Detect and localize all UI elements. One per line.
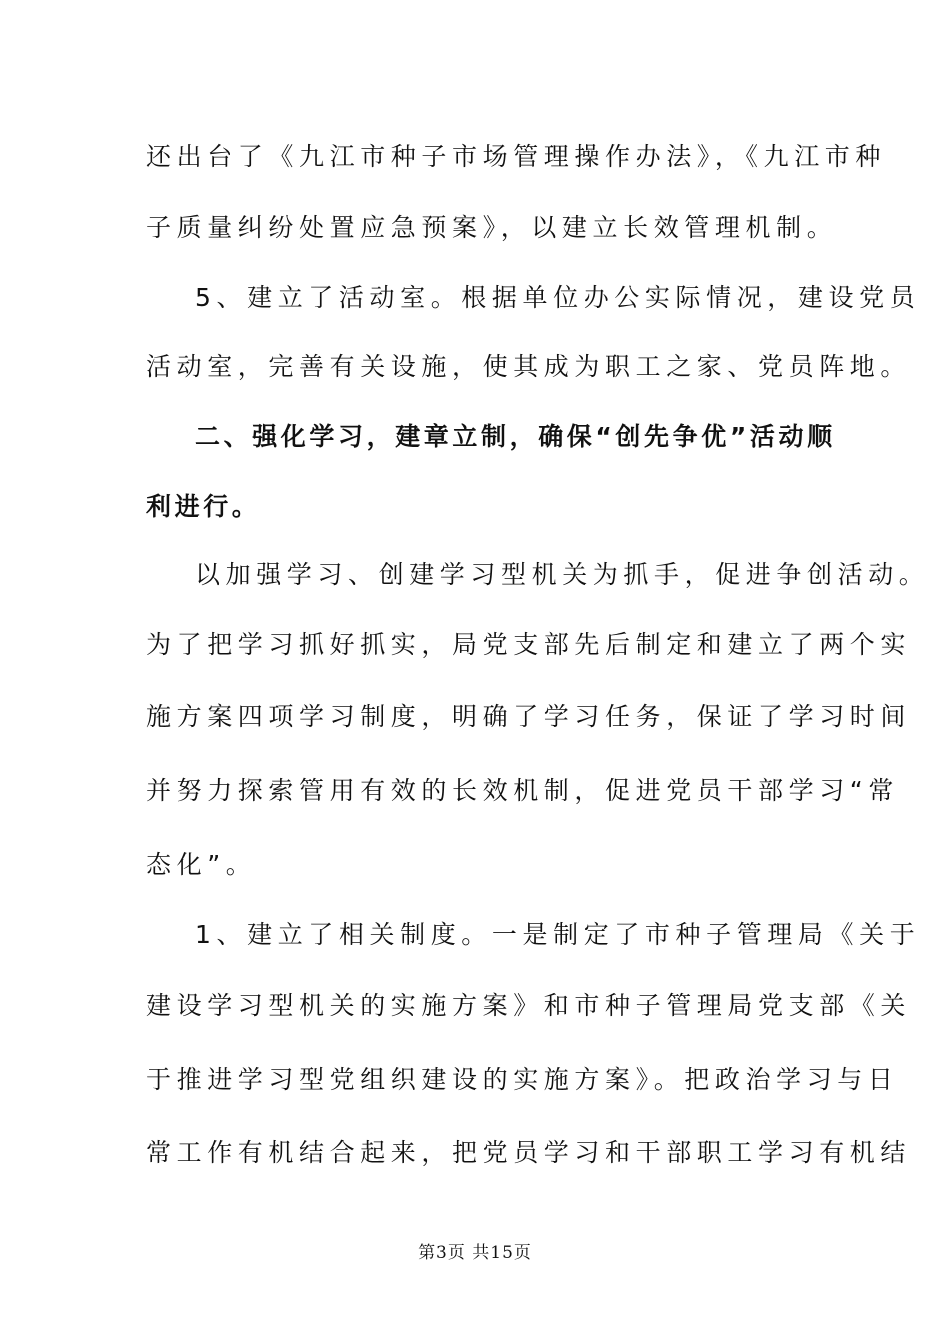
section-heading-line: 利进行。 [146,492,261,521]
text-line: 5、建立了活动室。根据单位办公实际情况，建设党员 [195,283,921,312]
section-heading-line: 二、强化学习，建章立制，确保“创先争优”活动顺 [195,422,836,451]
text-line: 子质量纠纷处置应急预案》，以建立长效管理机制。 [146,213,838,242]
text-line: 建设学习型机关的实施方案》和市种子管理局党支部《关 [146,991,912,1020]
text-line: 以加强学习、创建学习型机关为抓手，促进争创活动。 [195,560,930,589]
text-line: 还出台了《九江市种子市场管理操作办法》，《九江市种 [146,142,887,171]
page-number-footer: 第3页 共15页 [418,1243,532,1263]
text-line: 于推进学习型党组织建设的实施方案》。把政治学习与日 [146,1065,899,1094]
text-line: 常工作有机结合起来，把党员学习和干部职工学习有机结 [146,1138,912,1167]
text-line: 并努力探索管用有效的长效机制，促进党员干部学习“常 [146,776,899,805]
text-line: 为了把学习抓好抓实，局党支部先后制定和建立了两个实 [146,630,912,659]
text-line: 1、建立了相关制度。一是制定了市种子管理局《关于 [195,920,921,949]
text-line: 施方案四项学习制度，明确了学习任务，保证了学习时间 [146,702,912,731]
text-line: 态化”。 [146,850,257,879]
text-line: 活动室，完善有关设施，使其成为职工之家、党员阵地。 [146,352,912,381]
